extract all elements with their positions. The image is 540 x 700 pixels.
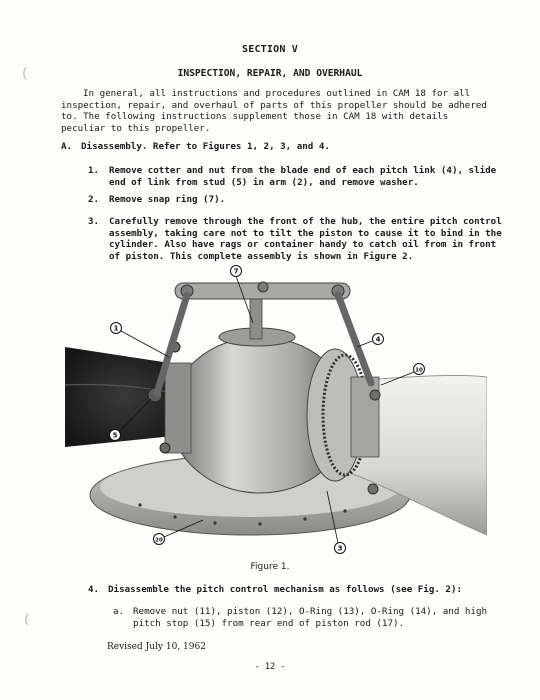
part-a-text: Disassembly. Refer to Figures 1, 2, 3, and 4. (81, 141, 330, 152)
figure-caption: Figure 1. (250, 562, 290, 572)
callout-label: 4 (375, 335, 381, 344)
punch-hole-mark: ( (24, 612, 30, 628)
figure-1-photo (65, 265, 487, 557)
substep-letter: a. (113, 606, 125, 617)
step-line: Carefully remove through the front of the hub, the entire pitch control (109, 216, 502, 227)
intro-line: to. The following instructions supplement those in CAM 18 with details (61, 111, 449, 123)
propeller-hub-illustration (65, 265, 487, 557)
revision-date: Revised July 10, 1962 (107, 642, 206, 652)
step-number: 4. (88, 584, 100, 595)
step-line: of piston. This complete assembly is shown in Figure 2. (109, 250, 414, 262)
substep-line: pitch stop (15) from rear end of piston rod (17). (133, 617, 405, 629)
intro-paragraph (61, 88, 491, 134)
callout-label: 3 (337, 544, 343, 553)
intro-line: peculiar to this propeller. (61, 122, 211, 134)
step-1 (88, 165, 503, 188)
section-heading: INSPECTION, REPAIR, AND OVERHAUL (177, 68, 363, 79)
intro-line: In general, all instructions and procedures outlined in CAM 18 for all (83, 88, 471, 99)
step-number: 3. (88, 216, 100, 227)
callout-label: 7 (233, 267, 239, 276)
callout-label: 5 (112, 431, 118, 440)
step-4a (113, 606, 493, 629)
step-line: Remove snap ring (7). (109, 194, 226, 205)
callout-label: 1 (113, 324, 119, 333)
step-number: 2. (88, 194, 100, 205)
part-a-label: A. (61, 141, 73, 152)
punch-hole-mark: ( (22, 66, 28, 82)
substep-line: Remove nut (11), piston (12), O-Ring (13), O-Ring (14), and high (133, 606, 488, 617)
intro-line: inspection, repair, and overhaul of parts of this propeller should be adhered (61, 99, 487, 111)
page-number: - 12 - (254, 662, 286, 672)
step-2 (88, 194, 503, 206)
callout-label: 10 (415, 367, 423, 374)
step-3 (88, 216, 503, 262)
part-a-heading (61, 141, 491, 153)
step-line: Remove cotter and nut from the blade end of each pitch link (4), slide (109, 165, 497, 176)
callout-label: 20 (155, 537, 163, 544)
step-4 (88, 584, 508, 596)
step-line: cylinder. Also have rags or container handy to catch oil from in front (109, 239, 497, 251)
step-number: 1. (88, 165, 100, 176)
step-line: assembly, taking care not to tilt the piston to cause it to bind in the (109, 227, 502, 239)
step-4-text: Disassemble the pitch control mechanism as follows (see Fig. 2): (108, 584, 463, 595)
section-title: SECTION V (242, 44, 298, 55)
step-line: end of link from stud (5) in arm (2), and remove washer. (109, 176, 419, 188)
